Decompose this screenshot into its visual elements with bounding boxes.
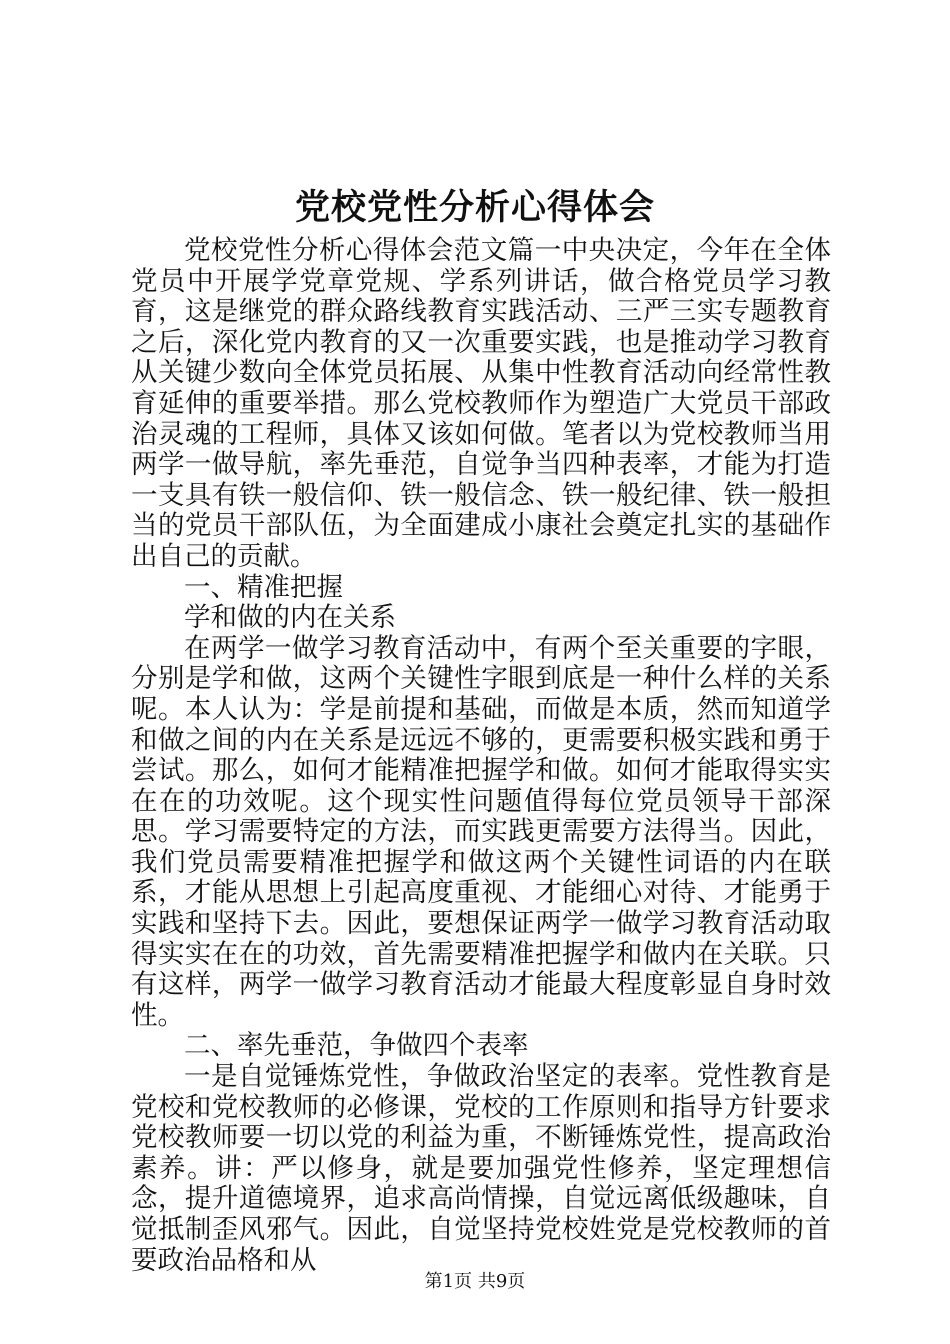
paragraph-section-1: 在两学一做学习教育活动中，有两个至关重要的字眼，分别是学和做，这两个关键性字眼到底是一种什么样的关系呢。本人认为：学是前提和基础，而做是本质，然而知道学和做之间的内在关系是远远不够的，更需要积极实践和勇于尝试。那么，如何才能精准把握学和做。如何才能取得实实在在的功效呢。这个现实性问题值得每位党员领导干部深思。学习需要特定的方法，而实践更需要方法得当。因此，我们党员需要精准把握学和做这两个关键性词语的内在联系，才能从思想上引起高度重视、才能细心对待、才能勇于实践和坚持下去。因此，要想保证两学一做学习教育活动取得实实在在的功效，首先需要精准把握学和做内在关联。只有这样，两学一做学习教育活动才能最大程度彰显自身时效性。 [131,632,831,1031]
paragraph-section-2: 一是自觉锤炼党性，争做政治坚定的表率。党性教育是党校和党校教师的必修课，党校的工作原则和指导方针要求党校教师要一切以党的利益为重，不断锤炼党性，提高政治素养。讲：严以修身，就是要加强党性修养，坚定理想信念，提升道德境界，追求高尚情操，自觉远离低级趣味，自觉抵制歪风邪气。因此，自觉坚持党校姓党是党校教师的首要政治品格和从 [131,1061,831,1276]
document-body [131,236,831,1276]
page-footer: 第1页 共9页 [424,1271,526,1292]
paragraph-intro: 党校党性分析心得体会范文篇一中央决定，今年在全体党员中开展学党章党规、学系列讲话，做合格党员学习教育，这是继党的群众路线教育实践活动、三严三实专题教育之后，深化党内教育的又一次重要实践，也是推动学习教育从关键少数向全体党员拓展、从集中性教育活动向经常性教育延伸的重要举措。那么党校教师作为塑造广大党员干部政治灵魂的工程师，具体又该如何做。笔者以为党校教师当用两学一做导航，率先垂范，自觉争当四种表率，才能为打造一支具有铁一般信仰、铁一般信念、铁一般纪律、铁一般担当的党员干部队伍，为全面建成小康社会奠定扎实的基础作出自己的贡献。 [131,235,831,572]
section-heading-2: 二、率先垂范，争做四个表率 [184,1030,529,1062]
section-subheading-1: 学和做的内在关系 [184,602,396,634]
section-heading-1: 一、精准把握 [184,571,343,603]
document-title: 党校党性分析心得体会 [294,187,655,228]
